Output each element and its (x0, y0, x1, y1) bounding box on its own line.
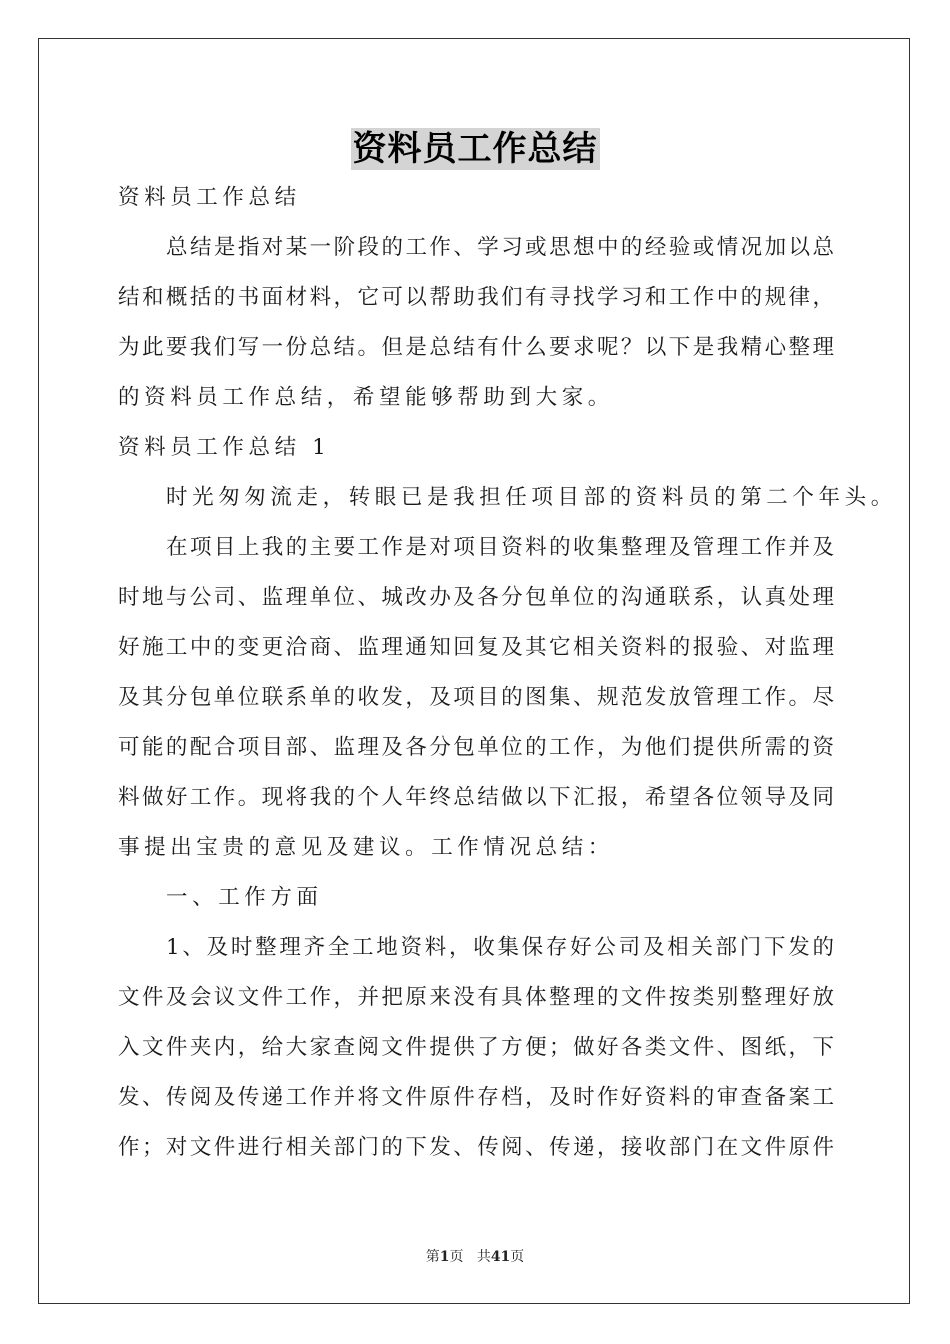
page-suffix: 页 (449, 1249, 464, 1265)
paragraph-line: 料做好工作。现将我的个人年终总结做以下汇报，希望各位领导及同 (118, 785, 834, 810)
paragraph-line: 作；对文件进行相关部门的下发、传阅、传递，接收部门在文件原件 (118, 1135, 834, 1160)
section-heading: 资料员工作总结 1 (118, 435, 331, 460)
paragraph-line: 在项目上我的主要工作是对项目资料的收集整理及管理工作并及 (166, 535, 834, 560)
paragraph-line: 事提出宝贵的意见及建议。工作情况总结： (118, 835, 614, 860)
paragraph-line: 1、及时整理齐全工地资料，收集保存好公司及相关部门下发的 (166, 935, 834, 960)
page-number: 1 (439, 1249, 450, 1265)
paragraph-line: 结和概括的书面材料，它可以帮助我们有寻找学习和工作中的规律， (118, 285, 834, 310)
section-heading: 资料员工作总结 (118, 185, 301, 210)
subsection-heading: 一、工作方面 (166, 885, 323, 910)
total-pages: 41 (490, 1249, 511, 1265)
document-title: 资料员工作总结 (352, 129, 598, 169)
paragraph-line: 可能的配合项目部、监理及各分包单位的工作，为他们提供所需的资 (118, 735, 834, 760)
paragraph-line: 文件及会议文件工作，并把原来没有具体整理的文件按类别整理好放 (118, 985, 834, 1010)
total-suffix: 页 (510, 1249, 525, 1265)
paragraph-line: 及其分包单位联系单的收发，及项目的图集、规范发放管理工作。尽 (118, 685, 834, 710)
paragraph-line: 好施工中的变更洽商、监理通知回复及其它相关资料的报验、对监理 (118, 635, 834, 660)
page-prefix: 第 (425, 1249, 440, 1265)
document-body (118, 173, 897, 1173)
paragraph-line: 的资料员工作总结，希望能够帮助到大家。 (118, 385, 614, 410)
title-container (0, 128, 950, 170)
paragraph-line: 时光匆匆流走，转眼已是我担任项目部的资料员的第二个年头。 (166, 485, 897, 510)
paragraph-line: 入文件夹内，给大家查阅文件提供了方便；做好各类文件、图纸，下 (118, 1035, 834, 1060)
page-footer (0, 1246, 950, 1266)
paragraph-line: 总结是指对某一阶段的工作、学习或思想中的经验或情况加以总 (166, 235, 834, 260)
paragraph-line: 为此要我们写一份总结。但是总结有什么要求呢？以下是我精心整理 (118, 335, 834, 360)
paragraph-line: 发、传阅及传递工作并将文件原件存档，及时作好资料的审查备案工 (118, 1085, 834, 1110)
total-prefix: 共 (476, 1249, 491, 1265)
paragraph-line: 时地与公司、监理单位、城改办及各分包单位的沟通联系，认真处理 (118, 585, 834, 610)
